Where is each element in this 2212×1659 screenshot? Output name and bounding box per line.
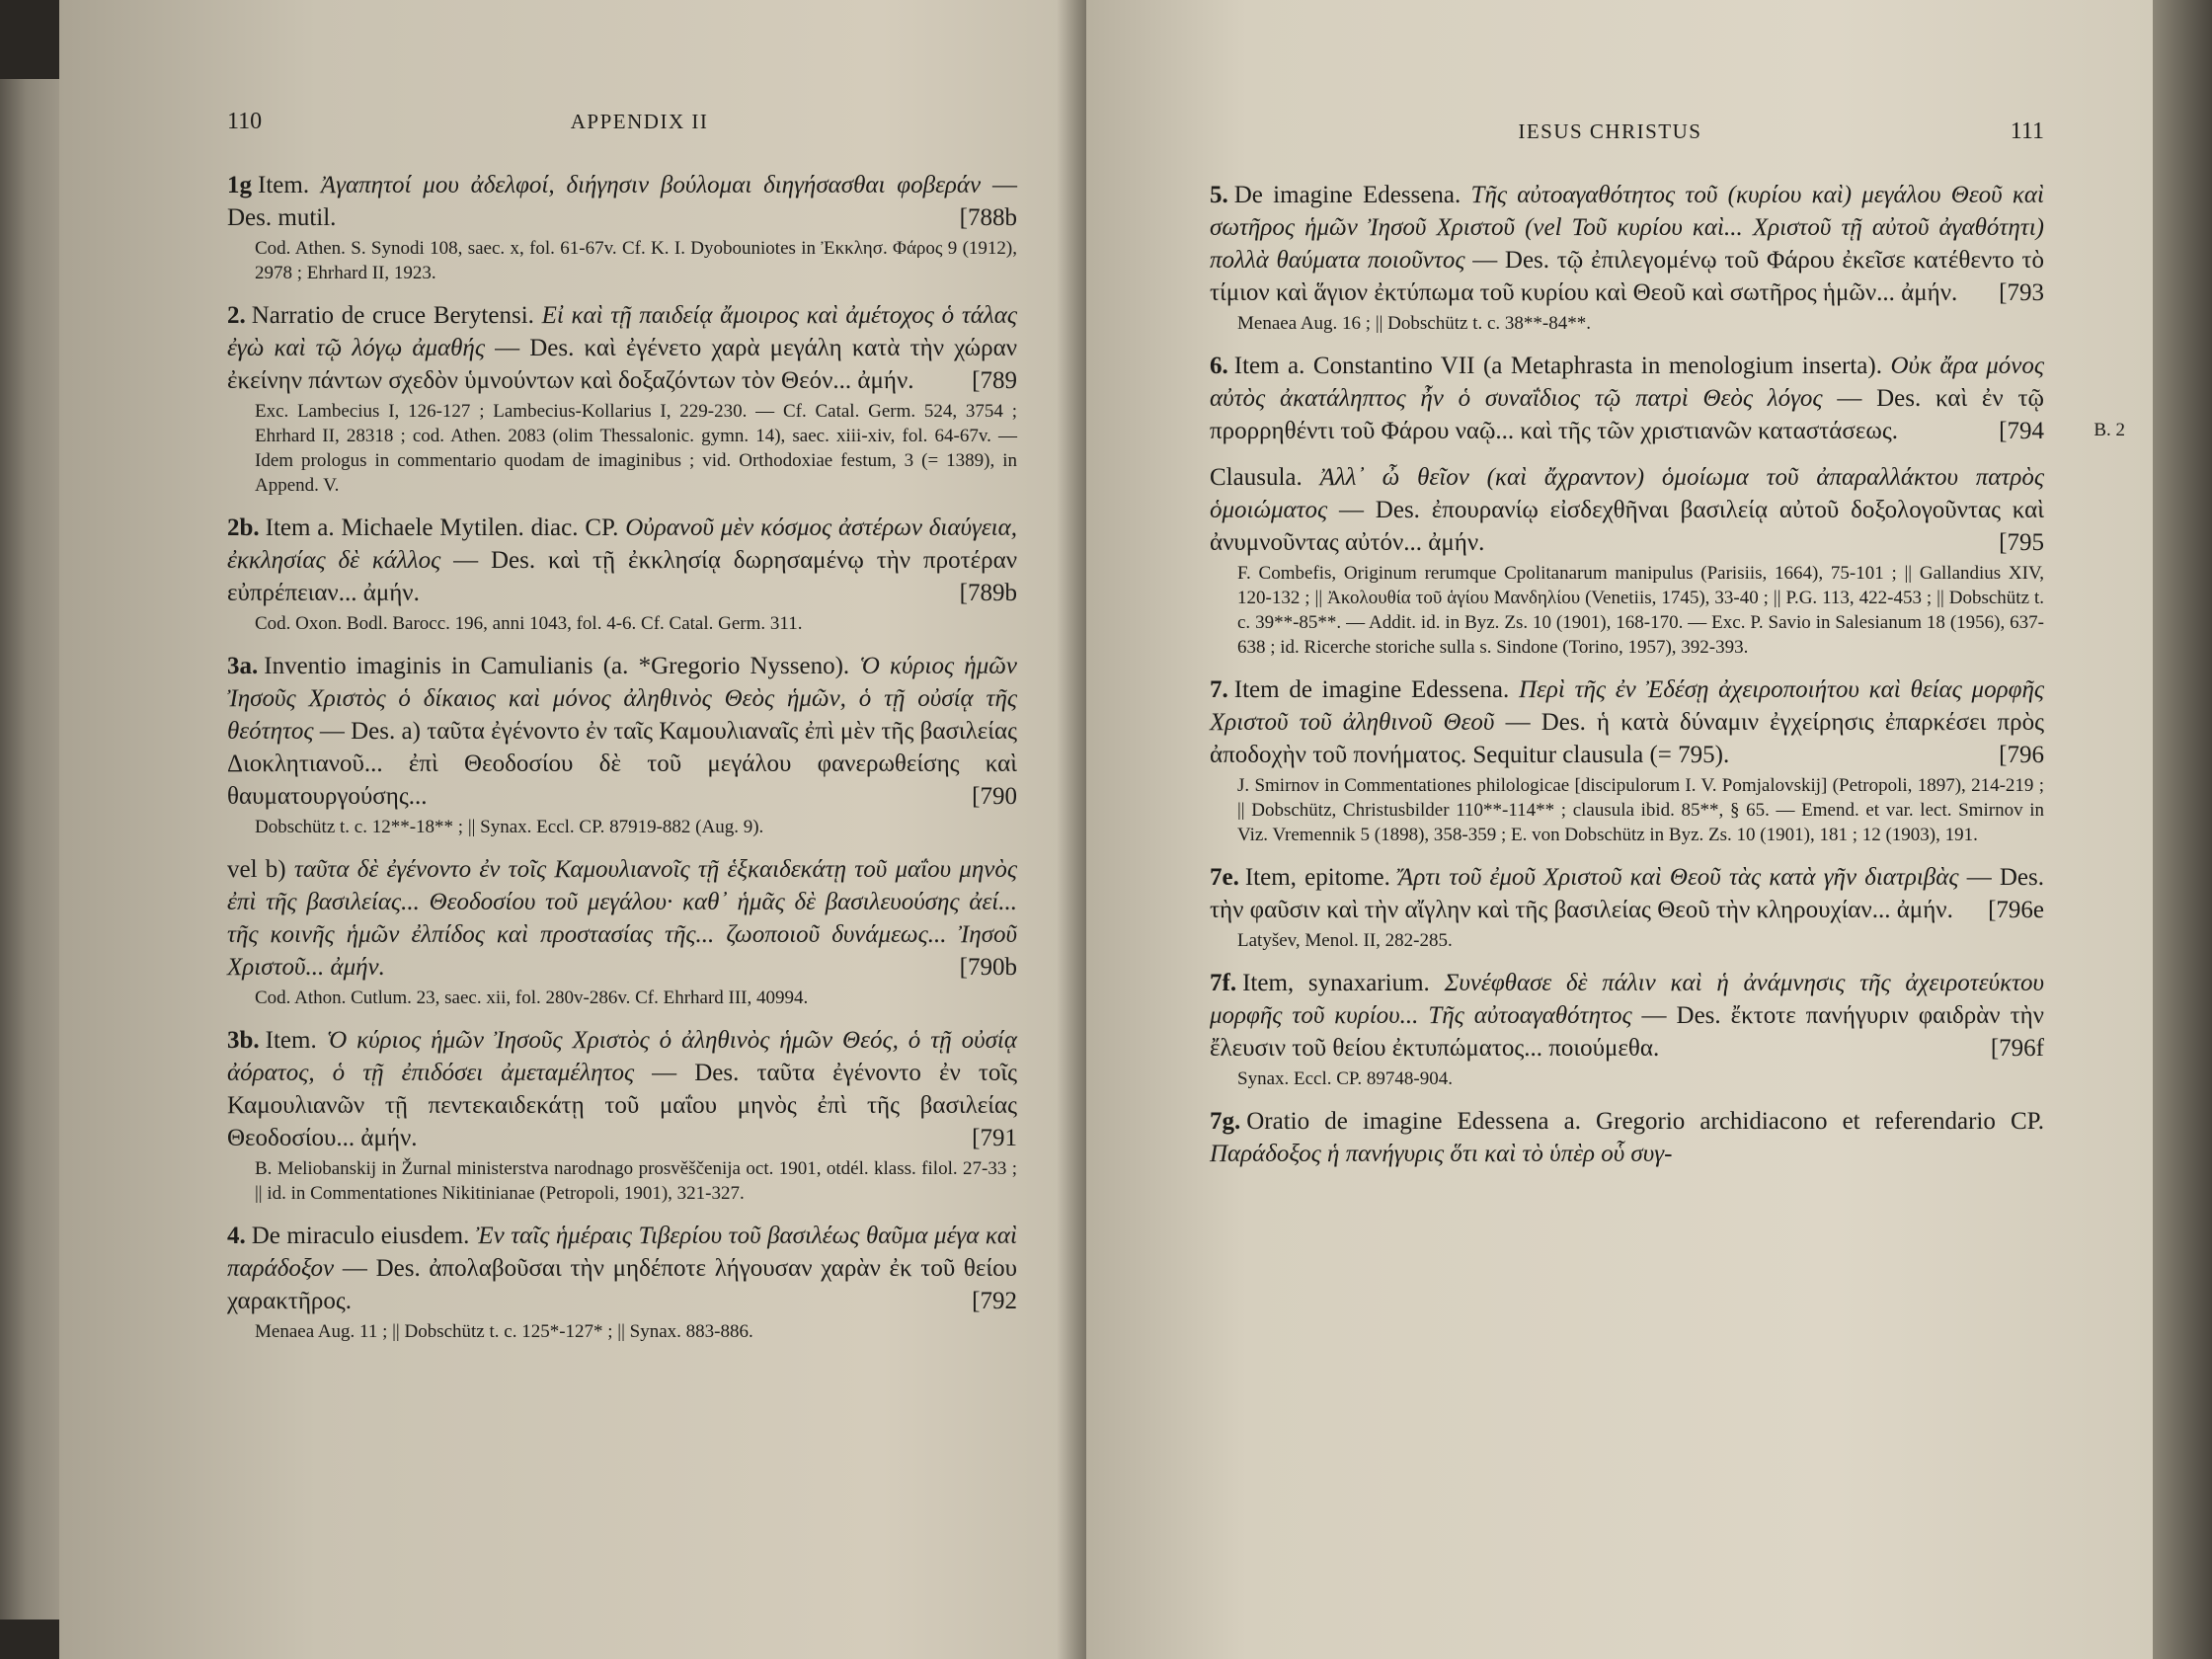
entry-bibliography: F. Combefis, Originum rerumque Cpolitanarum manipulus (Parisiis, 1664), 75-101 ; || Gallandius XIV, 120-132 ; || Ἀκολουθία τοῦ ἁγίου Μανδηλίου (Venetiis, 1745), 33-40 ; || P.G. 113, 422-453 ; || Dobschütz t. c. 39**-85**. — Addit. id. in Byz. Zs. 10 (1901), 168-170. — Exc. P. Savio in Salesianum 18 (1956), 637-638 ; id. Ricerche storiche sulla s. Sindone (Torino, 1957), 392-393. [1237, 563, 2044, 658]
entry-desinit: — Des. καὶ ἐν τῷ προρρηθέντι τοῦ Φάρου ναῷ... καὶ τῆς τῶν χριστιανῶν καταστάσεως. [1210, 385, 2044, 444]
entry-incipit: Συνέφθασε δὲ πάλιν καὶ ἡ ἀνάμνησις τῆς ἀχειροτεύκτου μορφῆς τοῦ κυρίου... Τῆς αὐτοαγαθότητος [1210, 970, 2044, 1029]
entry-bibliography: J. Smirnov in Commentationes philologicae [discipulorum I. V. Pomjalovskij] (Petropoli, 1897), 214-219 ; || Dobschütz, Christusbilder 110**-114** ; clausula ibid. 85**, § 65. — Emend. et var. lect. Smirnov in Viz. Vremennik 5 (1898), 358-359 ; E. von Dobschütz in Byz. Zs. 10 (1901), 181 ; 12 (1903), 191. [1237, 775, 2044, 845]
entry-bibliography: Cod. Athon. Cutlum. 23, saec. xii, fol. 280v-286v. Cf. Ehrhard III, 40994. [255, 988, 809, 1008]
left-entries [227, 169, 1017, 1344]
entry-title: Item, synaxarium. [1242, 970, 1445, 996]
entry-incipit: Ὁ κύριος ἡμῶν Ἰησοῦς Χριστὸς ὁ ἀληθινὸς ἡμῶν Θεός, ὁ τῇ οὐσίᾳ ἀόρατος, ὁ τῇ ἐπιδόσει ἀμεταμέλητος [227, 1027, 1017, 1086]
catalog-entry [1210, 179, 2044, 336]
entry-bhg-number: [796 [1999, 742, 2044, 768]
entry-desinit: — Des. ἡ κατὰ δύναμιν ἐγχείρησις ἐπαρκέσει πρὸς ἀποδοχὴν τοῦ πονήματος. Sequitur clausula (= 795). [1210, 709, 2045, 768]
entry-incipit: Οὐρανοῦ μὲν κόσμος ἀστέρων διαύγεια, ἐκκλησίας δὲ κάλλος [227, 514, 1017, 574]
entry-bibliography: Latyšev, Menol. II, 282-285. [1237, 930, 1453, 951]
entry-incipit: Ὁ κύριος ἡμῶν Ἰησοῦς Χριστὸς ὁ δίκαιος καὶ μόνος ἀληθινὸς Θεὸς ἡμῶν, ὁ τῇ οὐσίᾳ τῆς θεότητος [227, 653, 1017, 745]
catalog-entry [227, 1024, 1017, 1206]
entry-bhg-number: [796f [1990, 1035, 2044, 1062]
entry-number: 2. [227, 302, 246, 329]
entry-incipit: ταῦτα δὲ ἐγένοντο ἐν τοῖς Καμουλιανοῖς τῇ ἑξκαιδεκάτῃ τοῦ μαΐου μηνὸς ἐπὶ τῆς βασιλείας... Θεοδοσίου τοῦ μεγάλου· καθ᾽ ἡμᾶς δὲ βασιλευούσης ἀεί... τῆς κοινῆς ἡμῶν ἐλπίδος καὶ προστασίας τῆς... ζωοποιοῦ δυνάμεως... Ἰησοῦ Χριστοῦ... ἀμήν. [227, 856, 1017, 981]
entry-bibliography: Dobschütz t. c. 12**-18** ; || Synax. Eccl. CP. 87919-882 (Aug. 9). [255, 817, 764, 837]
entry-title: Item, epitome. [1244, 864, 1399, 891]
entry-title: Item a. Michaele Mytilen. diac. CP. [265, 514, 626, 541]
entry-bhg-number: [796e [1988, 897, 2044, 923]
entry-desinit: — Des. ἔκτοτε πανήγυριν φαιδρὰν τὴν ἔλευσιν τοῦ θείου ἐκτυπώματος... ποιούμεθα. [1210, 1002, 2044, 1062]
entry-number: 6. [1210, 353, 1228, 379]
entry-number: 5. [1210, 182, 1228, 208]
entry-bhg-number: [794 [1999, 418, 2044, 444]
entry-title: Inventio imaginis in Camulianis (a. *Gregorio Nysseno). [264, 653, 860, 679]
entry-title: De miraculo eiusdem. [251, 1223, 476, 1249]
entry-incipit: Ἐν ταῖς ἡμέραις Τιβερίου τοῦ βασιλέως θαῦμα μέγα καὶ παράδοξον [227, 1223, 1017, 1282]
entry-incipit: Ἄρτι τοῦ ἐμοῦ Χριστοῦ καὶ Θεοῦ τὰς κατὰ γῆν διατριβὰς [1398, 864, 1959, 891]
entry-bhg-number: [788b [959, 204, 1017, 231]
entry-desinit: — Des. ἐπουρανίῳ εἰσδεχθῆναι βασιλείᾳ αὐτοῦ δοξολογοῦντας καὶ ἀνυμνοῦντας αὐτόν... ἀμήν. [1210, 497, 2044, 556]
entry-number: 3b. [227, 1027, 260, 1054]
right-entries [1210, 179, 2044, 1170]
entry-bhg-number: [790 [972, 783, 1017, 810]
right-head-title: IESUS CHRISTUS [1518, 119, 1702, 143]
entry-title: De imagine Edessena. [1233, 182, 1471, 208]
book-edge-right [2153, 0, 2212, 1659]
entry-number: 1g [227, 172, 252, 198]
entry-title: vel b) [227, 856, 294, 883]
entry-bhg-number: [789 [972, 367, 1017, 394]
entry-desinit: — Des. a) ταῦτα ἐγένοντο ἐν ταῖς Καμουλιαναῖς ἐπὶ μὲν τῆς βασιλείας Διοκλητιανοῦ... ἐπὶ Θεοδοσίου δὲ τοῦ μεγάλου φανερωθείσης καὶ θαυματουργούσης... [227, 718, 1017, 810]
catalog-entry [227, 853, 1017, 1010]
entry-bibliography: Synax. Eccl. CP. 89748-904. [1237, 1068, 1453, 1089]
catalog-entry [227, 512, 1017, 636]
entry-number: 4. [227, 1223, 246, 1249]
entry-incipit: Περὶ τῆς ἐν Ἐδέσῃ ἀχειροποιήτου καὶ θείας μορφῆς Χριστοῦ τοῦ ἀληθινοῦ Θεοῦ [1210, 676, 2044, 736]
catalog-entry [1210, 1105, 2044, 1170]
entry-bhg-number: [789b [959, 580, 1017, 606]
entry-desinit: — Des. ἀπολαβοῦσαι τὴν μηδέποτε λήγουσαν χαρὰν ἐκ τοῦ θείου χαρακτῆρος. [227, 1255, 1017, 1314]
catalog-entry [227, 169, 1017, 285]
catalog-entry [1210, 461, 2044, 660]
entry-bibliography: Menaea Aug. 11 ; || Dobschütz t. c. 125*-127* ; || Synax. 883-886. [255, 1321, 753, 1342]
entry-title: Item de imagine Edessena. [1233, 676, 1519, 703]
entry-number: 7e. [1210, 864, 1239, 891]
catalog-entry [227, 1220, 1017, 1344]
entry-title: Narratio de cruce Berytensi. [251, 302, 542, 329]
entry-number: 7g. [1210, 1108, 1241, 1135]
catalog-entry [1210, 861, 2044, 953]
entry-bhg-number: [792 [972, 1288, 1017, 1314]
entry-bhg-number: [795 [1999, 529, 2044, 556]
entry-incipit: Παράδοξος ἡ πανήγυρις ὅτι καὶ τὸ ὑπὲρ οὗ συγ- [1210, 1141, 1673, 1167]
right-page [1086, 0, 2153, 1659]
entry-desinit: — Des. καὶ ἐγένετο χαρὰ μεγάλη κατὰ τὴν χώραν ἐκείνην πάντων σχεδὸν ὑμνούντων καὶ δοξαζόντων τὸν Θεόν... ἀμήν. [227, 335, 1017, 394]
entry-number: 7. [1210, 676, 1228, 703]
entry-bibliography: Cod. Athen. S. Synodi 108, saec. x, fol. 61-67v. Cf. K. I. Dyobouniotes in Ἐκκλησ. Φάρος 9 (1912), 2978 ; Ehrhard II, 1923. [255, 238, 1017, 283]
catalog-entry [1210, 967, 2044, 1091]
entry-number: 3a. [227, 653, 259, 679]
entry-incipit: Τῆς αὐτοαγαθότητος τοῦ (κυρίου καὶ) μεγάλου Θεοῦ καὶ σωτῆρος ἡμῶν Ἰησοῦ Χριστοῦ (vel Τοῦ κυρίου καὶ... Χριστοῦ τῇ αὐτοῦ ἀγαθότητι) πολλὰ θαύματα ποιοῦντος [1210, 182, 2044, 274]
left-running-head [227, 109, 1017, 135]
entry-bibliography: B. Meliobanskij in Žurnal ministerstva narodnago prosvěščenija oct. 1901, otdél. klass. filol. 27-33 ; || id. in Commentationes Nikitinianae (Petropoli, 1901), 321-327. [255, 1158, 1017, 1204]
entry-number: 2b. [227, 514, 260, 541]
entry-bibliography: Menaea Aug. 16 ; || Dobschütz t. c. 38**-84**. [1237, 313, 1591, 334]
entry-desinit: — Des. καὶ τῇ ἐκκλησίᾳ δωρησαμένῳ τὴν προτέραν εὐπρέπειαν... ἀμήν. [227, 547, 1017, 606]
right-page-number: 111 [2010, 118, 2044, 144]
catalog-entry [227, 650, 1017, 839]
entry-bhg-number: [793 [1999, 279, 2044, 306]
entry-desinit: — Des. τῷ ἐπιλεγομένῳ τοῦ Φάρου ἐκεῖσε κατέθεντο τὸ τίμιον καὶ ἅγιον ἐκτύπωμα τοῦ κυρίου καὶ Θεοῦ καὶ σωτῆρος ἡμῶν... ἀμήν. [1210, 247, 2045, 306]
entry-bibliography: Exc. Lambecius I, 126-127 ; Lambecius-Kollarius I, 229-230. — Cf. Catal. Germ. 524, 3754 ; Ehrhard II, 28318 ; cod. Athen. 2083 (olim Thessalonic. gymn. 14), saec. xiii-xiv, fol. 64-67v. — Idem prologus in commentario quodam de imaginibus ; vid. Orthodoxiae festum, 3 (= 1389), in Append. V. [255, 401, 1017, 496]
left-page-number: 110 [227, 109, 263, 134]
right-running-head [1210, 118, 2044, 145]
entry-desinit: — Des. ταῦτα ἐγένοντο ἐν τοῖς Καμουλιανῶν τῇ πεντεκαιδεκάτῃ τοῦ μαΐου μηνὸς ἐπὶ τῆς βασιλείας Θεοδοσίου... ἀμήν. [227, 1060, 1017, 1151]
margin-reference: B. 2 [2094, 420, 2125, 440]
left-head-title: APPENDIX II [570, 110, 709, 133]
entry-bibliography: Cod. Oxon. Bodl. Barocc. 196, anni 1043, fol. 4-6. Cf. Catal. Germ. 311. [255, 613, 803, 634]
catalog-entry [1210, 350, 2044, 447]
entry-incipit: Ἀγαπητοί μου ἀδελφοί, διήγησιν βούλομαι διηγήσασθαι φοβεράν [320, 172, 982, 198]
entry-incipit: Ἀλλ᾽ ὦ θεῖον (καὶ ἄχραντον) ὁμοίωμα τοῦ ἀπαραλλάκτου πατρὸς ὁμοιώματος [1210, 464, 2044, 523]
entry-bhg-number: [791 [972, 1125, 1017, 1151]
entry-title: Item. [265, 1027, 327, 1054]
entry-number: 7f. [1210, 970, 1237, 996]
entry-title: Item. [258, 172, 321, 198]
entry-incipit: Εἰ καὶ τῇ παιδείᾳ ἄμοιρος καὶ ἀμέτοχος ὁ τάλας ἐγὼ καὶ τῷ λόγῳ ἀμαθής [227, 302, 1017, 361]
entry-bhg-number: [790b [959, 954, 1017, 981]
entry-title: Oratio de imagine Edessena a. Gregorio archidiacono et referendario CP. [1246, 1108, 2044, 1135]
entry-title: Item a. Constantino VII (a Metaphrasta in menologium inserta). [1233, 353, 1891, 379]
left-page [59, 0, 1086, 1659]
entry-desinit: — Des. τὴν φαῦσιν καὶ τὴν αἴγλην καὶ τῆς βασιλείας Θεοῦ τὴν κληρουχίαν... ἀμήν. [1210, 864, 2045, 923]
entry-incipit: Οὐκ ἄρα μόνος αὐτὸς ἀκατάληπτος ἦν ὁ συναΐδιος τῷ πατρὶ Θεὸς λόγος [1210, 353, 2044, 412]
entry-desinit: — Des. mutil. [227, 172, 1017, 231]
catalog-entry [1210, 673, 2044, 847]
entry-title: Clausula. [1210, 464, 1320, 491]
catalog-entry [227, 299, 1017, 498]
